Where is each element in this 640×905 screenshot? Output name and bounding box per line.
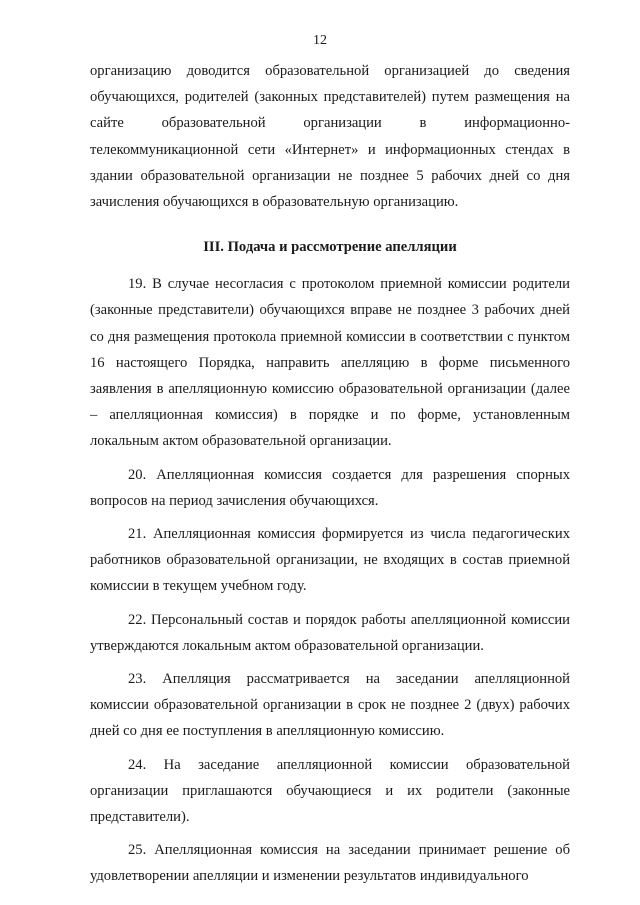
- paragraph-20: 20. Апелляционная комиссия создается для разрешения спорных вопросов на период зачисления обучающихся.: [90, 466, 570, 509]
- paragraph-23: 23. Апелляция рассматривается на заседании апелляционной комиссии образовательной организации в срок не позднее 2 (двух) рабочих дней со дня ее поступления в апелляционную комиссию.: [90, 671, 570, 740]
- document-body: [90, 58, 570, 890]
- paragraph-22: 22. Персональный состав и порядок работы апелляционной комиссии утверждаются локальным актом образовательной организации.: [90, 611, 570, 654]
- paragraph-25: 25. Апелляционная комиссия на заседании принимает решение об удовлетворении апелляции и изменении результатов индивидуального: [90, 842, 570, 885]
- paragraph-21: 21. Апелляционная комиссия формируется из числа педагогических работников образовательной организации, не входящих в состав приемной комиссии в текущем учебном году.: [90, 526, 570, 595]
- page-number: 12: [313, 33, 327, 48]
- section-heading: III. Подача и рассмотрение апелляции: [203, 239, 457, 256]
- paragraph-19: 19. В случае несогласия с протоколом приемной комиссии родители (законные представители) обучающихся вправе не позднее 3 рабочих дней со дня размещения протокола приемной комиссии в соответствии с пунктом 16 настоящего Порядка, направить апелляцию в форме письменного заявления в апелляционную комиссию образовательной организации (далее – апелляционная комиссия) в порядке и по форме, установленным локальным актом образовательной организации.: [90, 276, 570, 450]
- intro-paragraph: организацию доводится образовательной организацией до сведения обучающихся, родителей (законных представителей) путем размещения на сайте образовательной организации в информационно-телекоммуникационной сети «Интернет» и информационных стендах в здании образовательной организации не позднее 5 рабочих дней со дня зачисления обучающихся в образовательную организацию.: [90, 63, 570, 211]
- paragraph-24: 24. На заседание апелляционной комиссии образовательной организации приглашаются обучающиеся и их родители (законные представители).: [90, 756, 570, 826]
